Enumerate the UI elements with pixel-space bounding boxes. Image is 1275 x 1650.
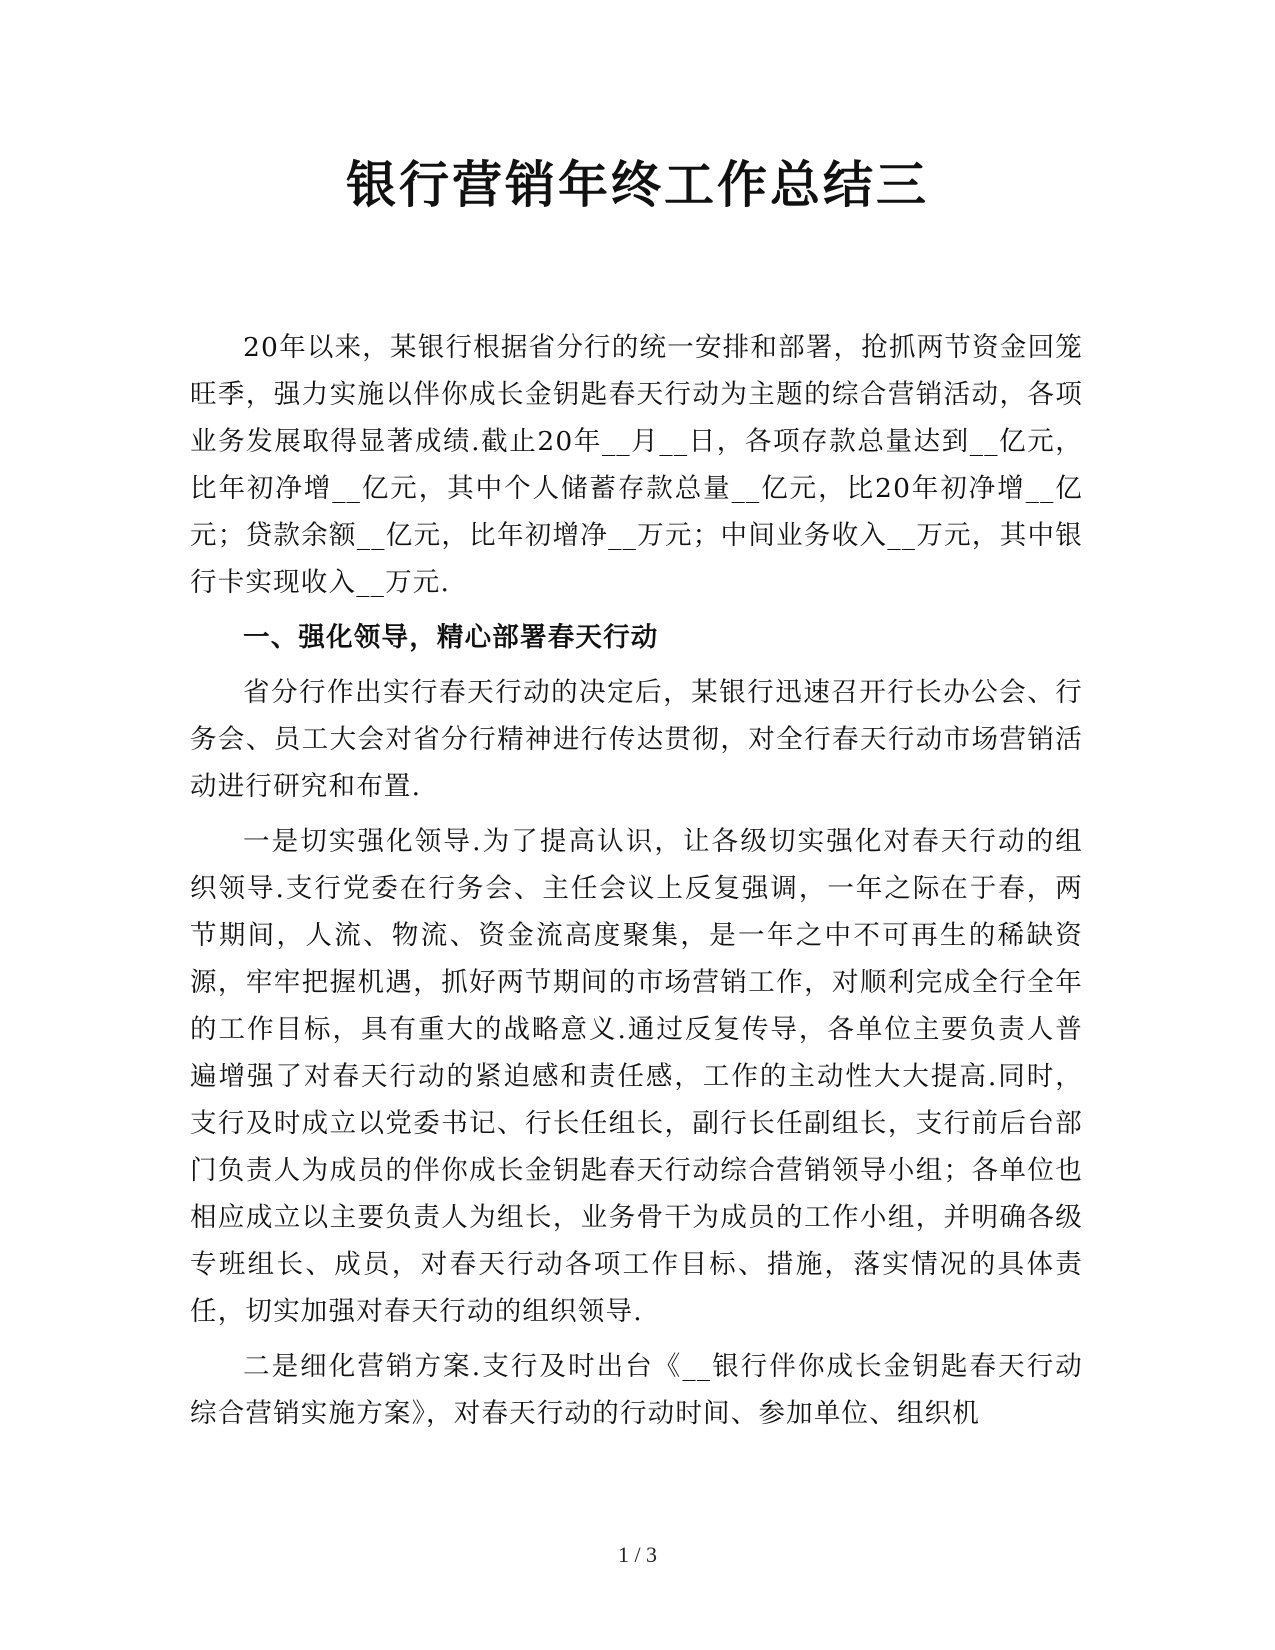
document-title: 银行营销年终工作总结三 [346,155,929,214]
document-body [190,324,1083,1445]
paragraph-section-1-intro: 省分行作出实行春天行动的决定后，某银行迅速召开行长办公会、行务会、员工大会对省分行精神进行传达贯彻，对全行春天行动市场营销活动进行研究和布置. [190,677,1083,802]
section-heading-1: 一、强化领导，精心部署春天行动 [243,622,659,653]
paragraph-intro: 20年以来，某银行根据省分行的统一安排和部署，抢抓两节资金回笼旺季，强力实施以伴你成长金钥匙春天行动为主题的综合营销活动，各项业务发展取得显著成绩.截止20年__月__日，各项存款总量达到__亿元，比年初净增__亿元，其中个人储蓄存款总量__亿元，比20年初净增__亿元；贷款余额__亿元，比年初增净__万元；中间业务收入__万元，其中银行卡实现收入__万元. [190,332,1083,598]
page-number: 1 / 3 [617,1542,658,1567]
paragraph-point-2: 二是细化营销方案.支行及时出台《__银行伴你成长金钥匙春天行动综合营销实施方案》，对春天行动的行动时间、参加单位、组织机 [190,1351,1083,1429]
paragraph-point-1: 一是切实强化领导.为了提高认识，让各级切实强化对春天行动的组织领导.支行党委在行务会、主任会议上反复强调，一年之际在于春，两节期间，人流、物流、资金流高度聚集，是一年之中不可再生的稀缺资源，牢牢把握机遇，抓好两节期间的市场营销工作，对顺利完成全行全年的工作目标，具有重大的战略意义.通过反复传导，各单位主要负责人普遍增强了对春天行动的紧迫感和责任感，工作的主动性大大提高.同时，支行及时成立以党委书记、行长任组长，副行长任副组长，支行前后台部门负责人为成员的伴你成长金钥匙春天行动综合营销领导小组；各单位也相应成立以主要负责人为组长，业务骨干为成员的工作小组，并明确各级专班组长、成员，对春天行动各项工作目标、措施，落实情况的具体责任，切实加强对春天行动的组织领导. [190,826,1083,1327]
